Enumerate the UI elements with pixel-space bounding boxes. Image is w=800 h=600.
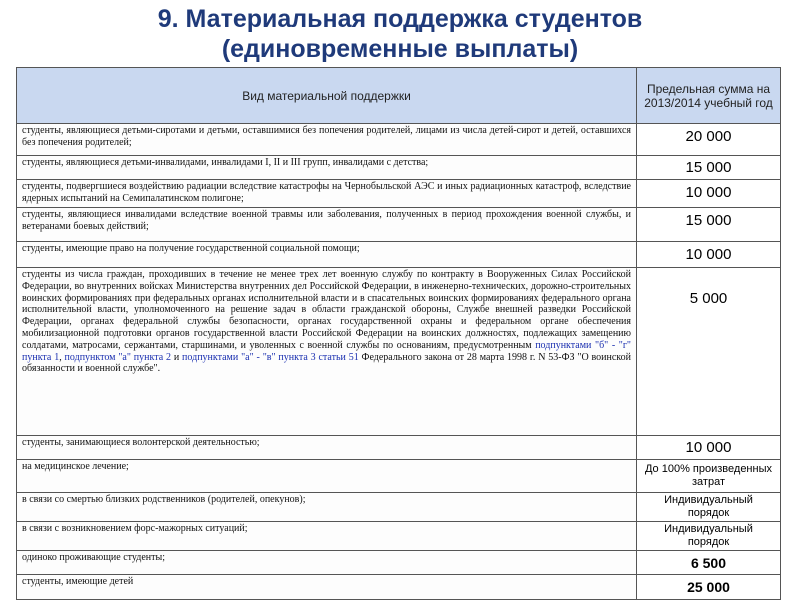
table-row	[17, 156, 781, 180]
table-row	[17, 436, 781, 460]
row-description: студенты, занимающиеся волонтерской деятельностью;	[17, 436, 637, 460]
row-description: студенты, имеющие детей	[17, 575, 637, 600]
table-row	[17, 551, 781, 575]
row-text-sep-1: ,	[59, 351, 65, 363]
row-description	[17, 268, 637, 436]
title-line-2: (единовременные выплаты)	[221, 35, 579, 63]
row-description: студенты, являющиеся инвалидами вследствие военной травмы или заболевания, полученных в период прохождения военной службы, и ветеранами боевых действий;	[17, 208, 637, 242]
table-row	[17, 180, 781, 208]
row-amount: 15 000	[637, 156, 781, 180]
table-header-row	[17, 68, 781, 124]
table-row	[17, 208, 781, 242]
row-amount: 6 500	[637, 551, 781, 575]
row-description: в связи с возникновением форс-мажорных ситуаций;	[17, 522, 637, 551]
row-amount: 15 000	[637, 208, 781, 242]
header-max-amount: Предельная сумма на 2013/2014 учебный год	[637, 68, 781, 124]
table-row	[17, 242, 781, 268]
table-row	[17, 460, 781, 493]
row-text-part-1: студенты из числа граждан, проходивших в течение не менее трех лет военную службу по контракту в Вооруженных Силах Российской Федерации, во внутренних войсках Министерства внутренних дел Российской Федерации, в инженерно-технических, дорожно-строительных воинских формированиях при федеральных органах исполнительной власти и в спасательных воинских формированиях федерального органа исполнительной власти, уполномоченного на решение задач в области гражданской обороны, Службе внешней разведки Российской Федерации, органах федеральной службы безопасности, органах государственной охраны и федеральном органе обеспечения мобилизационной подготовки органов государственной власти Российской Федерации на воинских должностях, подлежащих замещению солдатами, матросами, сержантами, старшинами, и уволенных с военной службы по основаниям, предусмотренным	[22, 269, 631, 351]
law-link-3[interactable]: подпунктами "а" - "в" пункта 3 статьи 51	[182, 351, 359, 363]
row-text-sep-2: и	[171, 351, 183, 363]
table-row	[17, 575, 781, 600]
law-link-1[interactable]: подпунктами "б" - "г" пункта 1	[22, 339, 632, 363]
row-description: на медицинское лечение;	[17, 460, 637, 493]
table-row	[17, 124, 781, 156]
support-table	[16, 67, 781, 600]
row-amount: Индивидуальный порядок	[637, 522, 781, 551]
table-row	[17, 268, 781, 436]
row-description: в связи со смертью близких родственников (родителей, опекунов);	[17, 493, 637, 522]
row-amount: 20 000	[637, 124, 781, 156]
row-amount: 10 000	[637, 436, 781, 460]
row-description: студенты, являющиеся детьми-сиротами и детьми, оставшимися без попечения родителей, лицами из числа детей-сирот и детей, оставшихся без попечения родителей;	[17, 124, 637, 156]
row-amount: До 100% произведенных затрат	[637, 460, 781, 493]
row-amount: 10 000	[637, 242, 781, 268]
row-amount: 25 000	[637, 575, 781, 600]
table-row	[17, 522, 781, 551]
law-link-2[interactable]: подпунктом "а" пункта 2	[64, 351, 171, 363]
row-text-part-2: Федерального закона от 28 марта 1998 г. N 53-ФЗ "О воинской обязанности и военной службе".	[22, 351, 632, 375]
slide-title	[0, 4, 800, 64]
header-support-type: Вид материальной поддержки	[17, 68, 637, 124]
row-amount: Индивидуальный порядок	[637, 493, 781, 522]
table-row	[17, 493, 781, 522]
row-description: одиноко проживающие студенты;	[17, 551, 637, 575]
row-description: студенты, имеющие право на получение государственной социальной помощи;	[17, 242, 637, 268]
row-description: студенты, подвергшиеся воздействию радиации вследствие катастрофы на Чернобыльской АЭС и иных радиационных катастроф, вследствие ядерных испытаний на Семипалатинском полигоне;	[17, 180, 637, 208]
title-line-1: 9. Материальная поддержка студентов	[157, 5, 643, 33]
row-amount: 10 000	[637, 180, 781, 208]
row-description: студенты, являющиеся детьми-инвалидами, инвалидами I, II и III групп, инвалидами с детства;	[17, 156, 637, 180]
row-amount: 5 000	[637, 268, 781, 436]
